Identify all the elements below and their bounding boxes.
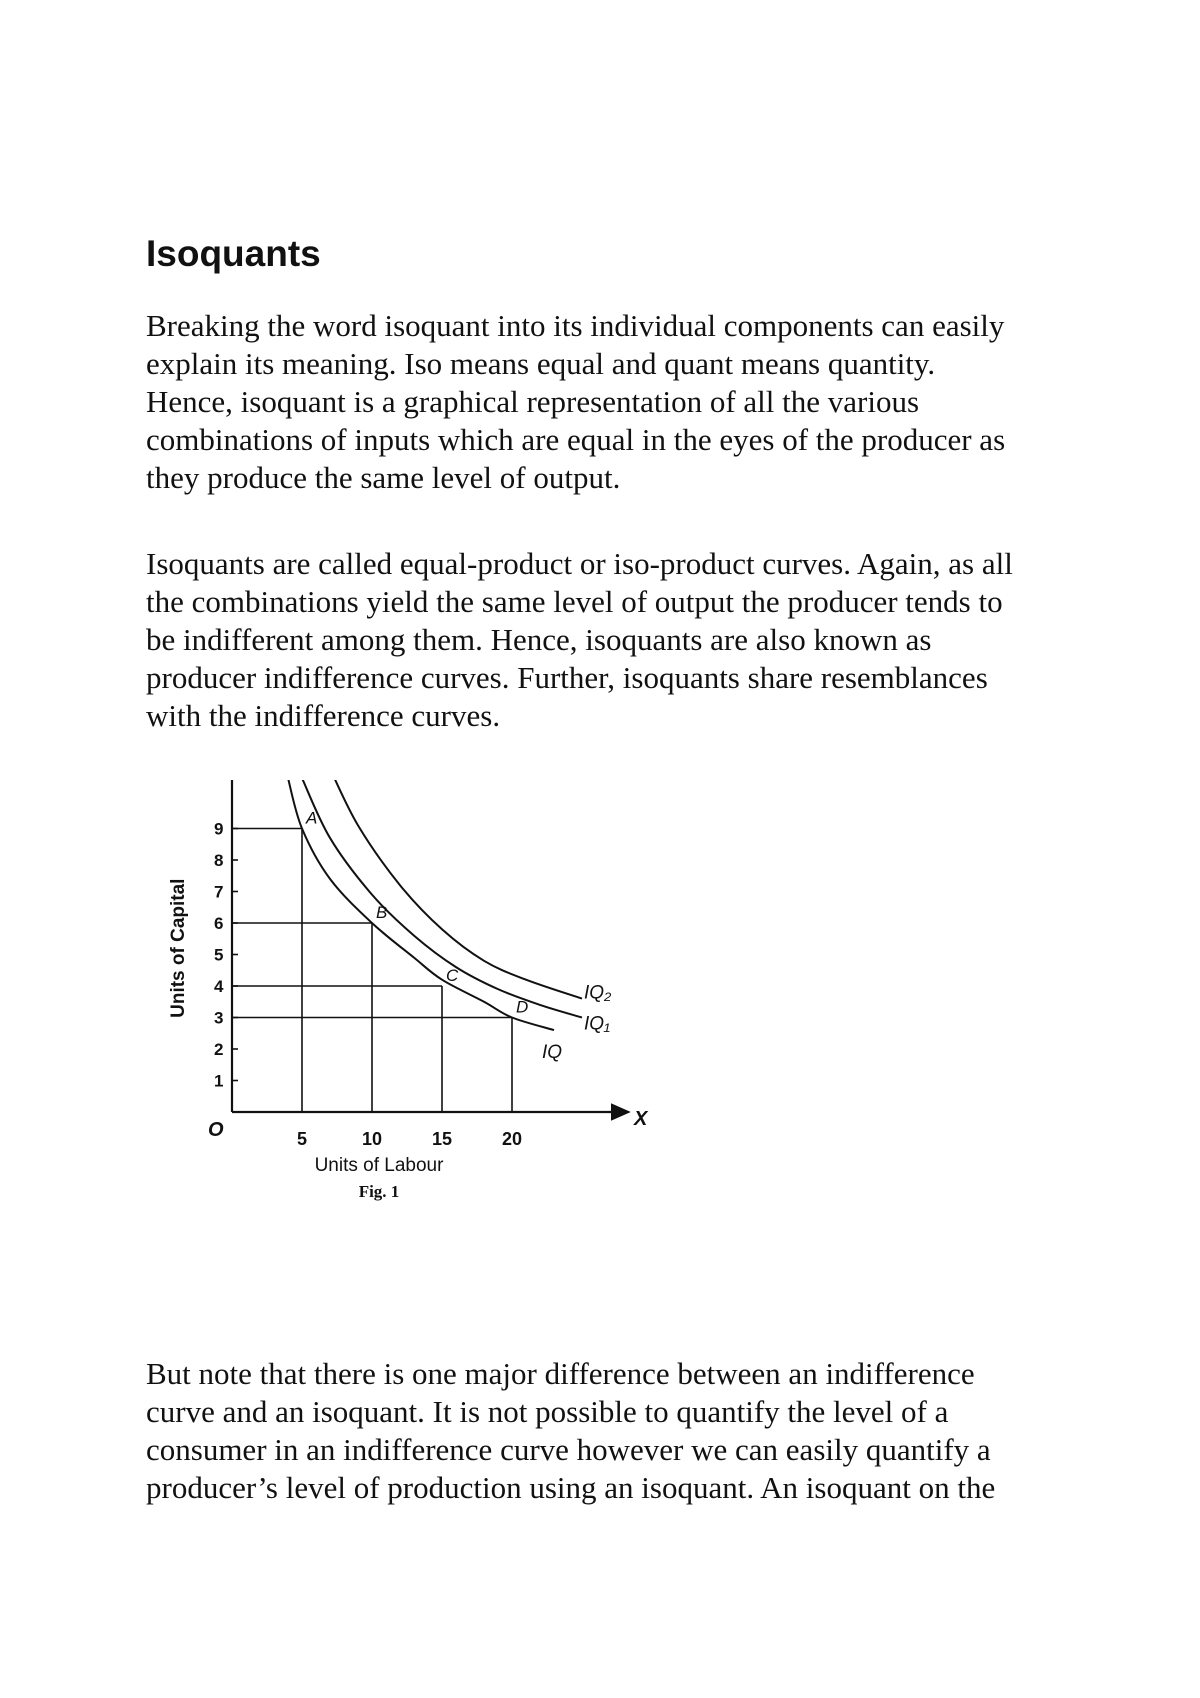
x-axis-end-label: X — [634, 1108, 648, 1130]
text-line: producer’s level of production using an isoquant. An isoquant on the — [146, 1470, 996, 1505]
paragraph-equal-product — [146, 545, 1013, 735]
x-tick-label: 20 — [501, 1129, 523, 1149]
point-label: A — [306, 808, 318, 828]
y-tick-label: 9 — [214, 819, 224, 839]
text-line: curve and an isoquant. It is not possible to quantify the level of a — [146, 1394, 949, 1429]
text-line: Breaking the word isoquant into its individual components can easily — [146, 308, 1005, 343]
figure-caption: Fig. 1 — [358, 1182, 400, 1201]
text-line: they produce the same level of output. — [146, 460, 621, 495]
curve-name-label: IQ₁ — [584, 1013, 611, 1035]
curve-name-label: IQ — [542, 1042, 563, 1064]
point-label: B — [376, 903, 388, 922]
y-tick-label: 1 — [214, 1071, 224, 1091]
isoquant-curve — [302, 780, 582, 1018]
text-line: Hence, isoquant is a graphical representation of all the various — [146, 384, 920, 419]
y-axis-title: Units of Capital — [168, 878, 189, 1018]
origin-label: O — [208, 1119, 224, 1141]
x-tick-label: 15 — [431, 1129, 453, 1149]
text-line: Isoquants are called equal-product or iso-product curves. Again, as all — [146, 546, 1013, 581]
y-tick-label: 4 — [214, 977, 224, 996]
point-label: D — [516, 997, 529, 1017]
y-tick-label: 2 — [214, 1040, 224, 1059]
text-line: combinations of inputs which are equal in the eyes of the producer as — [146, 422, 1006, 457]
paragraph-difference — [146, 1355, 995, 1507]
x-tick-label: 10 — [361, 1129, 383, 1149]
isoquant-figure — [150, 780, 680, 1325]
text-line: the combinations yield the same level of output the producer tends to — [146, 584, 1003, 619]
x-axis-title: Units of Labour — [314, 1155, 444, 1176]
page-title: Isoquants — [146, 233, 321, 274]
paragraph-definition — [146, 307, 1005, 497]
isoquant-chart — [150, 780, 680, 1320]
y-tick-label: 7 — [214, 882, 224, 902]
text-line: with the indifference curves. — [146, 698, 501, 733]
text-line: But note that there is one major difference between an indifference — [146, 1356, 975, 1391]
isoquant-curve — [288, 780, 554, 1030]
text-line: explain its meaning. Iso means equal and quant means quantity. — [146, 346, 936, 381]
y-tick-label: 3 — [214, 1008, 224, 1028]
curve-name-label: IQ₂ — [584, 982, 612, 1004]
point-label: C — [446, 966, 459, 985]
text-line: consumer in an indifference curve however we can easily quantify a — [146, 1432, 991, 1467]
text-line: be indifferent among them. Hence, isoquants are also known as — [146, 622, 932, 657]
y-tick-label: 6 — [214, 914, 224, 933]
y-tick-label: 8 — [214, 851, 224, 870]
y-tick-label: 5 — [214, 945, 224, 965]
x-tick-label: 5 — [296, 1129, 308, 1149]
text-line: producer indifference curves. Further, isoquants share resemblances — [146, 660, 988, 695]
